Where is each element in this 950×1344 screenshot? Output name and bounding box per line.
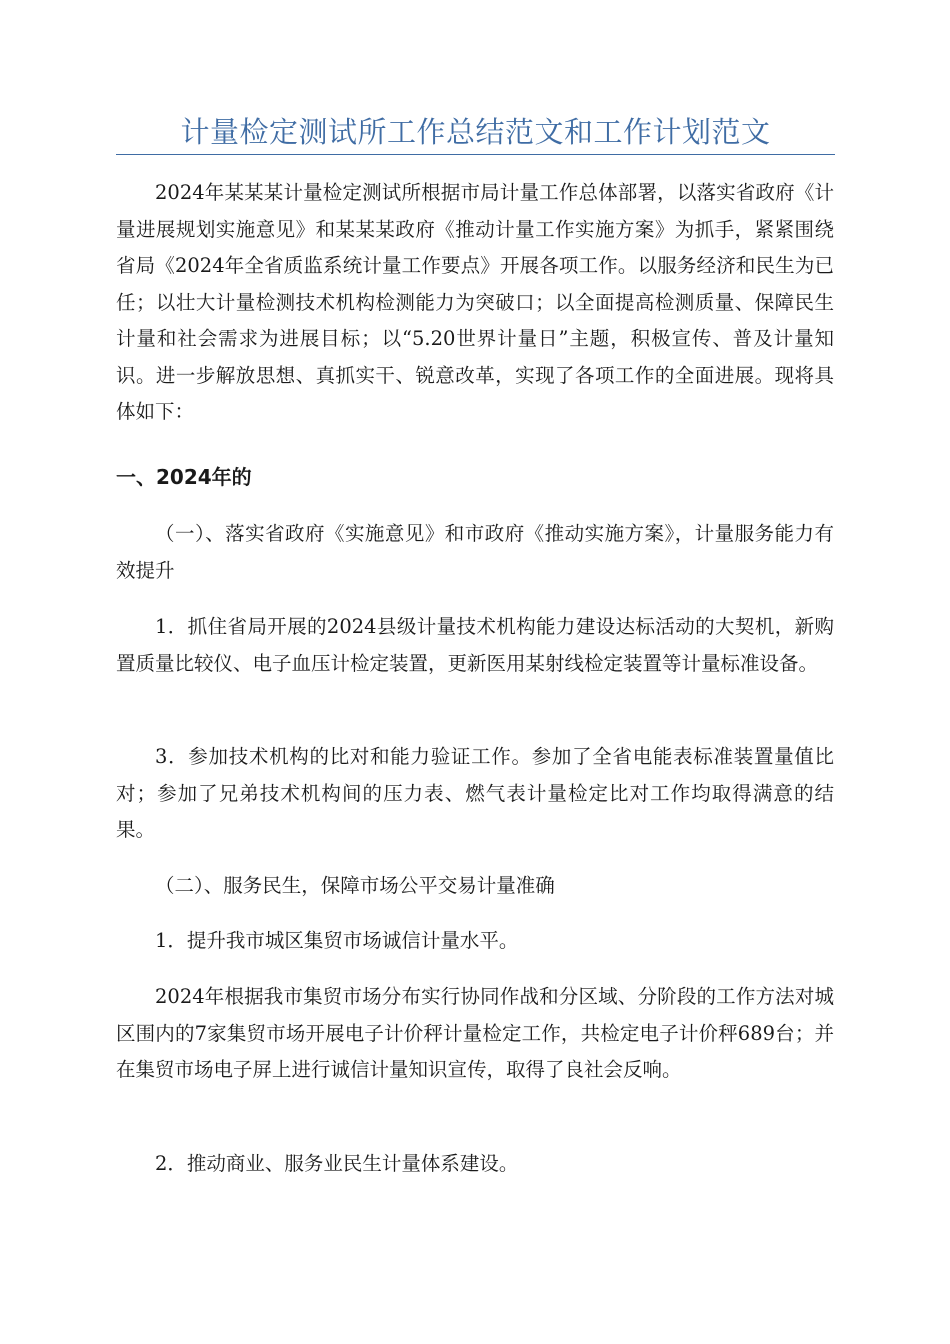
title-underline <box>116 154 835 155</box>
item-paragraph-2-2: 2．推动商业、服务业民生计量体系建设。 <box>155 1152 519 1175</box>
section-heading: 一、2024年的 <box>116 465 252 489</box>
item-paragraph-2-1: 1．提升我市城区集贸市场诚信计量水平。 <box>155 929 519 952</box>
subsection-heading-2: （二）、服务民生，保障市场公平交易计量准确 <box>155 874 555 897</box>
subsection-heading-1: （一）、落实省政府《实施意见》和市政府《推动实施方案》，计量服务能力有效提升 <box>116 522 834 582</box>
item-paragraph-1: 1．抓住省局开展的2024县级计量技术机构能力建设达标活动的大契机，新购置质量比较仪、电子血压计检定装置，更新医用某射线检定装置等计量标准设备。 <box>116 615 834 675</box>
intro-paragraph: 2024年某某某计量检定测试所根据市局计量工作总体部署，以落实省政府《计量进展规划实施意见》和某某某政府《推动计量工作实施方案》为抓手，紧紧围绕省局《2024年全省质监系统计量工作要点》开展各项工作。以服务经济和民生为已任；以壮大计量检测技术机构检测能力为突破口；以全面提高检测质量、保障民生计量和社会需求为进展目标；以“5.20世界计量日”主题，积极宣传、普及计量知识。进一步解放思想、真抓实干、锐意改革，实现了各项工作的全面进展。现将具体如下： <box>116 181 834 423</box>
document-title: 计量检定测试所工作总结范文和工作计划范文 <box>180 115 771 149</box>
body-paragraph-2: 2024年根据我市集贸市场分布实行协同作战和分区域、分阶段的工作方法对城区围内的7家集贸市场开展电子计价秤计量检定工作，共检定电子计价秤689台；并在集贸市场电子屏上进行诚信计量知识宣传，取得了良社会反响。 <box>116 985 834 1081</box>
item-paragraph-3: 3．参加技术机构的比对和能力验证工作。参加了全省电能表标准装置量值比对；参加了兄弟技术机构间的压力表、燃气表计量检定比对工作均取得满意的结果。 <box>116 745 834 841</box>
